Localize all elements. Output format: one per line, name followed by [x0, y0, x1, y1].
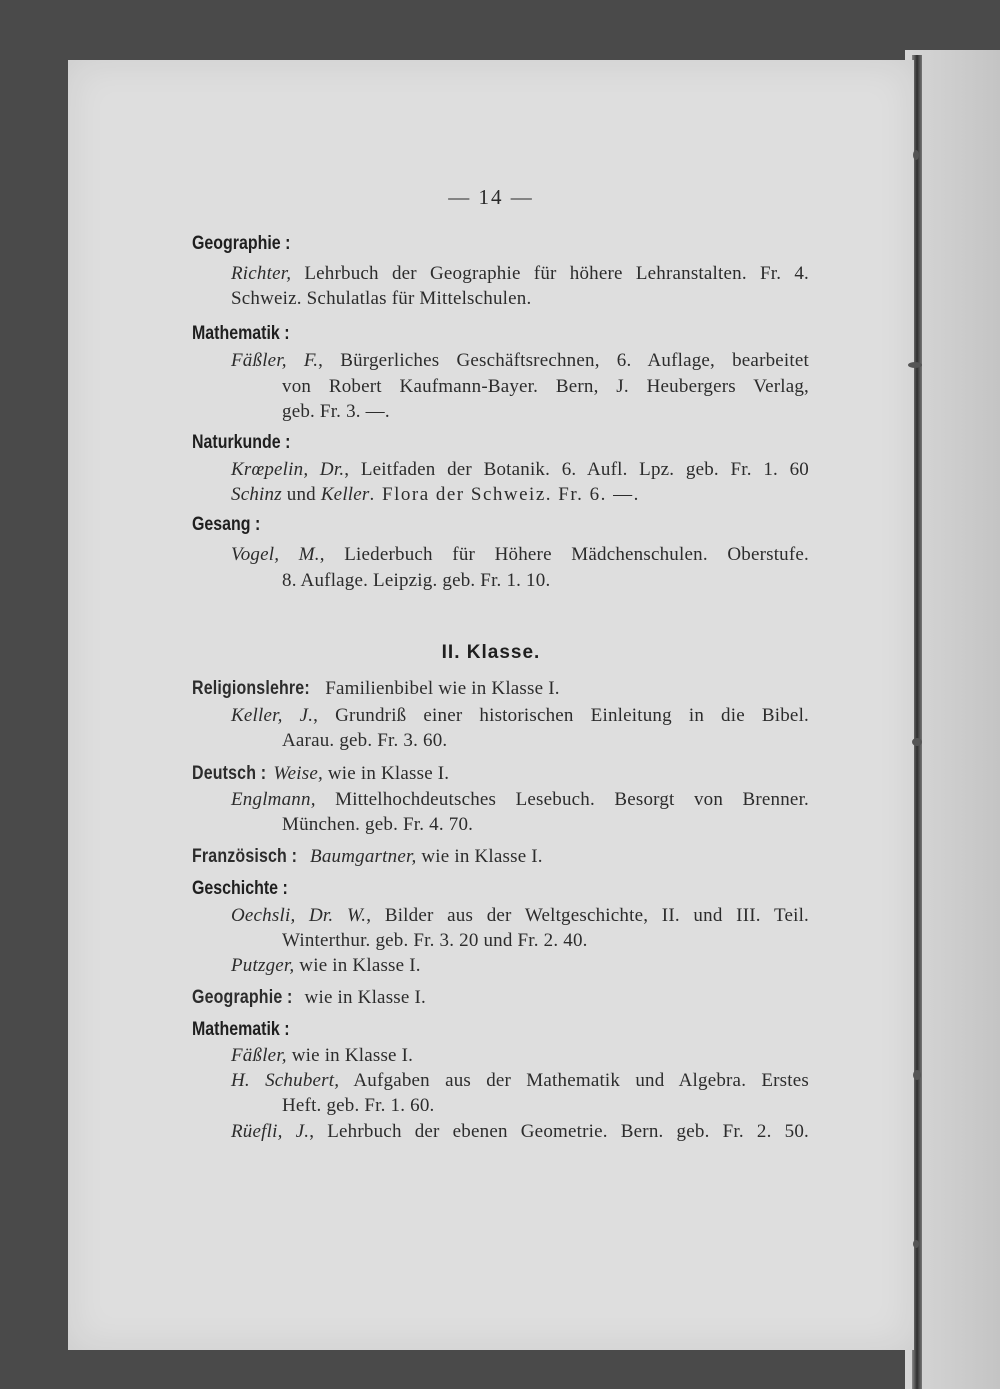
- heading-religionslehre: Religionslehre:: [192, 678, 310, 699]
- entry-line: H. Schubert, Aufgaben aus der Mathematik und Algebra. Erstes: [231, 1070, 809, 1091]
- entry-line: Winterthur. geb. Fr. 3. 20 und Fr. 2. 40.: [282, 930, 588, 951]
- entry-line: Englmann, Mittelhochdeutsches Lesebuch. Besorgt von Brenner.: [231, 789, 809, 810]
- heading-geographie-2: Geographie :: [192, 987, 293, 1008]
- binding-thread-mark: [912, 738, 922, 746]
- entry-line: Schinz und Keller. Flora der Schweiz. Fr. 6. —.: [231, 484, 640, 505]
- binding-thread-mark: [913, 1070, 921, 1080]
- entry-line: geb. Fr. 3. —.: [282, 401, 390, 422]
- heading-deutsch: Deutsch :: [192, 763, 267, 784]
- heading-geographie: Geographie :: [192, 233, 291, 254]
- page-number: — 14 —: [448, 185, 534, 209]
- entry-line: Richter, Lehrbuch der Geographie für höhere Lehranstalten. Fr. 4.: [231, 263, 809, 284]
- heading-mathematik: Mathematik :: [192, 323, 290, 344]
- document-page: [68, 60, 914, 1350]
- heading-gesang: Gesang :: [192, 514, 261, 535]
- page-content: [68, 60, 914, 1350]
- entry-line: 8. Auflage. Leipzig. geb. Fr. 1. 10.: [282, 570, 551, 591]
- entry-line: Vogel, M., Liederbuch für Höhere Mädchenschulen. Oberstufe.: [231, 544, 809, 565]
- entry-line: Putzger, wie in Klasse I.: [231, 955, 421, 976]
- entry-line: Heft. geb. Fr. 1. 60.: [282, 1095, 435, 1116]
- entry-line: Krœpelin, Dr., Leitfaden der Botanik. 6. Aufl. Lpz. geb. Fr. 1. 60: [231, 459, 809, 480]
- heading-geschichte: Geschichte :: [192, 878, 288, 899]
- entry-line: Keller, J., Grundriß einer historischen Einleitung in die Bibel.: [231, 705, 809, 726]
- entry-line: Rüefli, J., Lehrbuch der ebenen Geometrie. Bern. geb. Fr. 2. 50.: [231, 1121, 809, 1142]
- entry-line: Fäßler, wie in Klasse I.: [231, 1045, 414, 1066]
- entry-line: Aarau. geb. Fr. 3. 60.: [282, 730, 448, 751]
- entry-line: Fäßler, F., Bürgerliches Geschäftsrechnen, 6. Auflage, bearbeitet: [231, 350, 809, 371]
- entry-line: Französisch : Baumgartner, wie in Klasse I.: [192, 846, 543, 867]
- entry-line: von Robert Kaufmann-Bayer. Bern, J. Heubergers Verlag,: [282, 376, 809, 397]
- heading-mathematik-2: Mathematik :: [192, 1019, 290, 1040]
- binding-thread-mark: [913, 1240, 919, 1248]
- entry-line: Geographie : wie in Klasse I.: [192, 987, 426, 1008]
- entry-line: München. geb. Fr. 4. 70.: [282, 814, 474, 835]
- section-title-klasse-2: II. Klasse.: [441, 642, 541, 663]
- entry-line: Religionslehre: Familienbibel wie in Klasse I.: [192, 678, 560, 699]
- entry-line: Schweiz. Schulatlas für Mittelschulen.: [231, 288, 532, 309]
- binding-thread-mark: [913, 150, 919, 160]
- heading-naturkunde: Naturkunde :: [192, 432, 291, 453]
- entry-line: Oechsli, Dr. W., Bilder aus der Weltgeschichte, II. und III. Teil.: [231, 905, 809, 926]
- entry-line: Deutsch : Weise, wie in Klasse I.: [192, 763, 450, 784]
- heading-franzoesisch: Französisch :: [192, 846, 298, 867]
- binding-thread-mark: [908, 362, 922, 368]
